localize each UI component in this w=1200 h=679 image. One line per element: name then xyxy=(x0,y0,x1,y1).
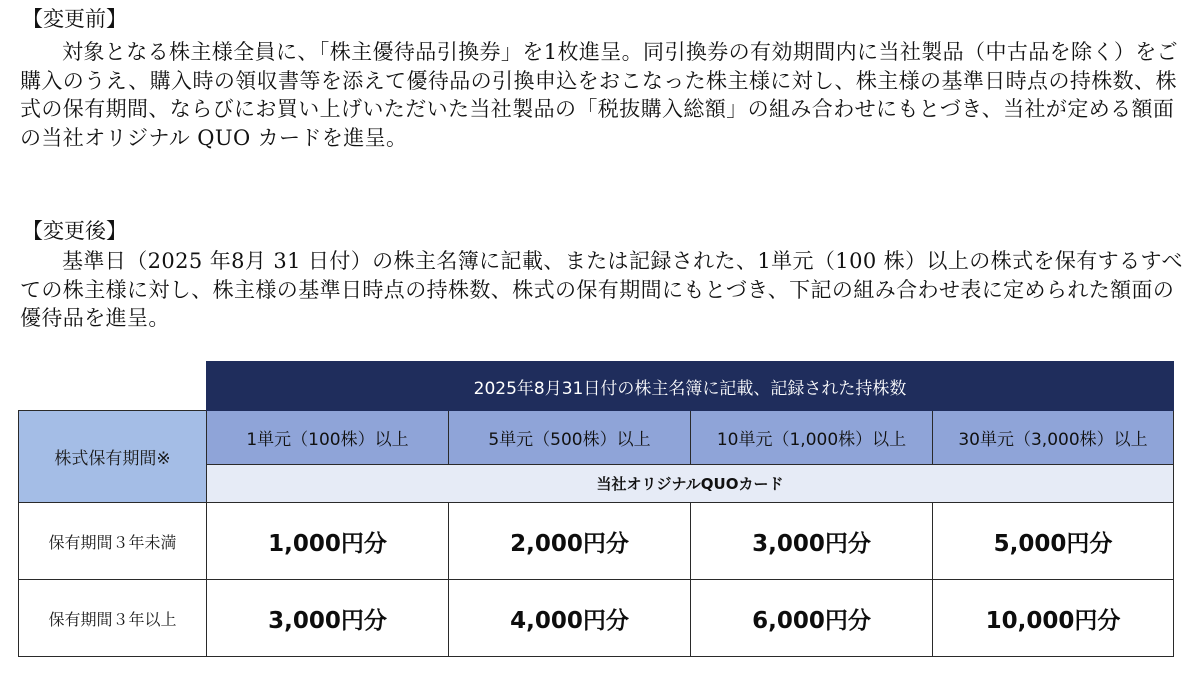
amount-cell: 2,000円分 xyxy=(449,503,691,580)
table-row xyxy=(19,503,1174,580)
amount-cell: 3,000円分 xyxy=(207,580,449,657)
unit-header-5: 5単元（500株）以上 xyxy=(449,411,691,465)
table-corner-blank xyxy=(19,362,207,411)
before-change-body: 対象となる株主様全員に、「株主優待品引換券」を1枚進呈。同引換券の有効期間内に当社製品（中古品を除く）をご購入のうえ、購入時の領収書等を添えて優待品の引換申込をおこなった株主様に対し、株主様の基準日時点の持株数、株式の保有期間、ならびにお買い上げいただいた当社製品の「税抜購入総額」の組み合わせにもとづき、当社が定める額面の当社オリジナル QUO カードを進呈。 xyxy=(20,40,1179,150)
amount-cell: 6,000円分 xyxy=(691,580,933,657)
after-change-body: 基準日（2025 年8月 31 日付）の株主名簿に記載、または記録された、1単元（100 株）以上の株式を保有するすべての株主様に対し、株主様の基準日時点の持株数、株式の保有期間にもとづき、下記の組み合わせ表に定められた額面の優待品を進呈。 xyxy=(20,249,1183,330)
quo-card-label: 当社オリジナルQUOカード xyxy=(207,465,1174,503)
amount-cell: 10,000円分 xyxy=(933,580,1174,657)
amount-cell: 4,000円分 xyxy=(449,580,691,657)
table-row xyxy=(19,580,1174,657)
before-change-heading: 【変更前】 xyxy=(22,7,127,31)
holding-period-header: 株式保有期間※ xyxy=(19,411,207,503)
amount-cell: 3,000円分 xyxy=(691,503,933,580)
benefit-matrix-table xyxy=(18,361,1174,657)
amount-cell: 5,000円分 xyxy=(933,503,1174,580)
unit-header-30: 30単元（3,000株）以上 xyxy=(933,411,1174,465)
row-label-under-3-years: 保有期間３年未満 xyxy=(19,503,207,580)
unit-header-1: 1単元（100株）以上 xyxy=(207,411,449,465)
row-label-3-years-or-more: 保有期間３年以上 xyxy=(19,580,207,657)
amount-cell: 1,000円分 xyxy=(207,503,449,580)
after-change-heading: 【変更後】 xyxy=(22,219,127,243)
unit-header-10: 10単元（1,000株）以上 xyxy=(691,411,933,465)
shareholding-header: 2025年8月31日付の株主名簿に記載、記録された持株数 xyxy=(207,362,1174,411)
